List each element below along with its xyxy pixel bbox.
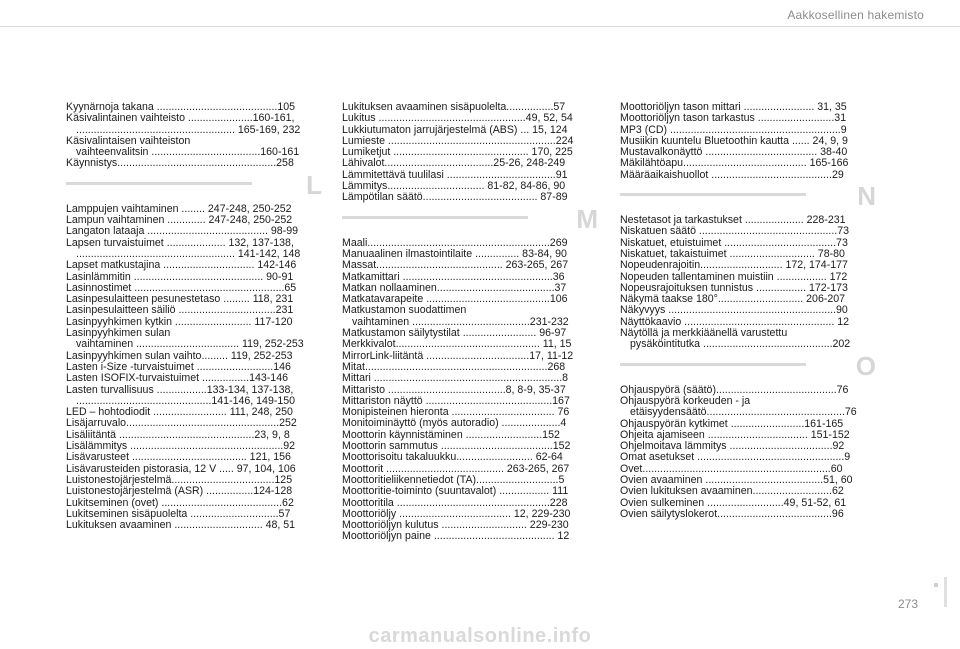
page-marker-dot xyxy=(934,583,938,587)
index-entry-line: MirrorLink-liitäntä ...................................17, 11-12 xyxy=(342,349,574,362)
index-entry-line: Näyttökaavio ................................................... 12 xyxy=(620,315,850,328)
index-entry xyxy=(66,520,322,531)
index-entry-line: Ohjauspyörä korkeuden - ja xyxy=(620,394,751,407)
index-entry xyxy=(620,396,876,419)
index-entry-line: Ohjelmoitava lämmitys ...................................92 xyxy=(620,440,845,453)
watermark: carmanualsonline.info xyxy=(368,625,592,647)
index-entry-line: Matkustamon säilytystilat ......................... 96-97 xyxy=(342,327,567,340)
section-letter-divider xyxy=(620,351,876,385)
index-entry-line: Ovet................................................................60 xyxy=(620,462,843,475)
index-entry-line: Lukitus ..................................................49, 52, 54 xyxy=(342,112,573,125)
index-entry xyxy=(342,486,598,497)
index-entry-line: Käsivalintainen vaihteisto ......................160-161, xyxy=(66,112,295,125)
index-entry-line: Lasinpesulaitteen pesunestetaso ......... 118, 231 xyxy=(66,293,294,306)
index-entry-line: Lisävarusteet ....................................... 121, 156 xyxy=(66,451,291,464)
index-entry-line: Lapsen turvaistuimet .................... 132, 137-138, xyxy=(66,236,294,249)
index-entry xyxy=(620,260,876,271)
index-entry-line: Lukitseminen (ovet) .........................................62 xyxy=(66,496,294,509)
index-entry-line: Moottoriöljyn tason mittari ........................ 31, 35 xyxy=(620,101,847,113)
index-entry xyxy=(66,385,322,408)
index-entry-line: Näkyvyys .........................................................90 xyxy=(620,304,848,317)
index-entry xyxy=(342,373,598,384)
index-entry-line: Lasten ISOFIX-turvaistuimet ................143-146 xyxy=(66,372,288,385)
index-entry xyxy=(620,509,876,520)
section-letter-divider xyxy=(342,204,598,238)
section-letter: M xyxy=(576,203,598,234)
divider-bar xyxy=(620,193,806,196)
index-entry-line: Ovien avaaminen ........................................51, 60 xyxy=(620,474,853,487)
index-entry-line: Lamppujen vaihtaminen ........ 247-248, 250-252 xyxy=(66,202,292,215)
index-entry-line: Näytöllä ja merkkiäänellä varustettu xyxy=(620,327,788,340)
index-entry-line: Lasten turvallisuus .................133-134, 137-138, xyxy=(66,383,294,396)
index-entry xyxy=(620,328,876,351)
index-entry-line: Monitoiminäyttö (myös autoradio) ....................4 xyxy=(342,417,567,430)
index-entry-line: Käsivalintaisen vaihteiston xyxy=(66,134,191,147)
index-entry-line: Luistonestojärjestelmä...................................125 xyxy=(66,473,293,486)
index-entry-line: Määräaikaishuollot .........................................29 xyxy=(620,168,844,181)
index-entry-line: vaihtaminen ................................... 119, 252-253 xyxy=(76,338,304,351)
index-entry-line: Matkatavarapeite ..........................................106 xyxy=(342,293,568,306)
divider-bar xyxy=(342,216,528,219)
index-entry-line: Lumiketjut .............................................. 170, 225 xyxy=(342,146,573,159)
index-entry-line: Moottorit ........................................ 263-265, 267 xyxy=(342,462,570,475)
index-entry-line: Lasinlämmitin ............................................ 90-91 xyxy=(66,270,294,283)
index-entry-line: Lasinnostimet ...................................................65 xyxy=(66,281,297,294)
index-entry xyxy=(342,192,598,203)
index-entry-line: Lukitseminen sisäpuolelta ..............................57 xyxy=(66,507,291,520)
index-entry-line: Massat........................................... 263-265, 267 xyxy=(342,259,569,272)
index-entry-line: Lasinpyyhkimen sulan vaihto......... 119, 252-253 xyxy=(66,349,293,362)
index-entry xyxy=(66,226,322,237)
index-entry-line: Lukkiutumaton jarrujärjestelmä (ABS) ... 15, 124 xyxy=(342,123,568,136)
index-entry-line: Ovien lukituksen avaaminen...........................62 xyxy=(620,485,844,498)
index-column-3 xyxy=(620,102,876,520)
section-letter-divider xyxy=(620,181,876,215)
index-entry xyxy=(66,486,322,497)
index-entry-line: Niskatuet, takaistuimet ............................. 78-80 xyxy=(620,247,845,260)
index-entry-line: Moottoritie-toiminto (suuntavalot) ................. 111 xyxy=(342,485,569,498)
index-entry-line: Mittari ................................................................8 xyxy=(342,372,569,385)
index-entry-line: Moottoriöljyn kulutus ............................. 229-230 xyxy=(342,519,569,532)
index-entry-line: Luistonestojärjestelmä (ASR) ................124-128 xyxy=(66,485,293,498)
index-entry-line: Lukituksen avaaminen sisäpuolelta................57 xyxy=(342,101,566,113)
index-entry-line: Ohjauspyörän kytkimet .........................161-165 xyxy=(620,417,844,430)
index-entry-line: Omat asetukset ..................................................9 xyxy=(620,451,851,464)
index-entry xyxy=(66,158,322,169)
divider-bar xyxy=(620,363,806,366)
index-entry-line: Lasinpyyhkimen kytkin .......................... 117-120 xyxy=(66,315,293,328)
index-entry-line: Moottoritila ....................................................228 xyxy=(342,496,568,509)
header-divider xyxy=(0,26,960,27)
index-entry-line: ...................................................... 165-169, 232 xyxy=(76,123,301,136)
index-entry-line: Lämpötilan säätö....................................... 87-89 xyxy=(342,191,568,204)
index-entry-line: vaihteenvalitsin .....................................160-161 xyxy=(76,146,300,159)
index-entry-line: Moottorin käynnistäminen ..........................152 xyxy=(342,428,560,441)
index-entry-line: Ovien sulkeminen ..........................49, 51-52, 61 xyxy=(620,496,847,509)
index-entry-line: Mustavalkonäyttö ...................................... 38-40 xyxy=(620,146,848,159)
index-entry-line: Langaton lataaja ......................................... 98-99 xyxy=(66,225,299,238)
index-entry-line: Moottorisoitu takaluukku.......................... 62-64 xyxy=(342,451,563,464)
index-entry-line: Lapset matkustajina ............................... 142-146 xyxy=(66,259,297,272)
index-entry-line: Moottorin sammutus ......................................152 xyxy=(342,440,571,453)
index-column-2 xyxy=(342,102,598,543)
index-entry-line: Niskatuen säätö ...............................................73 xyxy=(620,225,850,238)
index-entry-line: Nopeusrajoituksen tunnistus ................. 172-173 xyxy=(620,281,848,294)
page-marker-bar xyxy=(944,577,947,607)
index-entry xyxy=(66,260,322,271)
index-entry-line: Moottoritieliikennetiedot (TA)............................5 xyxy=(342,473,565,486)
index-entry-line: Lasinpesulaitteen säiliö .................................231 xyxy=(66,304,294,317)
index-entry-line: Maali..............................................................269 xyxy=(342,236,568,249)
index-entry-line: Musiikin kuuntelu Bluetoothin kautta ...... 24, 9, 9 xyxy=(620,134,848,147)
index-entry xyxy=(66,452,322,463)
index-entry-line: etäisyydensäätö...............................................76 xyxy=(630,406,857,419)
index-entry-line: Lukituksen avaaminen .............................. 48, 51 xyxy=(66,519,296,532)
index-entry-line: Ohjeita ajamiseen .................................. 151-152 xyxy=(620,428,850,441)
index-entry xyxy=(342,452,598,463)
index-entry-line: Lämmitettävä tuulilasi .....................................91 xyxy=(342,168,568,181)
index-entry-line: Lasten i-Size -turvaistuimet ..........................146 xyxy=(66,360,291,373)
index-entry-line: Lämmitys................................. 81-82, 84-86, 90 xyxy=(342,180,566,193)
index-entry xyxy=(342,305,598,328)
section-letter-divider xyxy=(66,170,322,204)
index-entry xyxy=(620,226,876,237)
index-entry xyxy=(342,339,598,350)
index-entry xyxy=(342,113,598,124)
index-entry-line: Käynnistys......................................................258 xyxy=(66,157,294,170)
index-entry-line: Moottoriöljyn tason tarkastus ..........................31 xyxy=(620,112,847,125)
index-entry-line: Matkustamon suodattimen xyxy=(342,304,467,317)
index-entry-line: Monipisteinen hieronta ................................... 76 xyxy=(342,406,570,419)
index-entry-line: Moottoriöljy ...................................... 12, 229-230 xyxy=(342,507,571,520)
index-entry-line: Nestetasot ja tarkastukset .................... 228-231 xyxy=(620,214,846,227)
index-entry-line: LED – hohtodiodit ......................... 111, 248, 250 xyxy=(66,406,293,419)
section-title: Aakkosellinen hakemisto xyxy=(787,8,924,22)
index-entry-line: ..............................................141-146, 149-150 xyxy=(76,394,296,407)
index-entry-line: Lisäjarruvalo....................................................252 xyxy=(66,417,297,430)
index-entry-line: Lisävarusteiden pistorasia, 12 V ..... 97, 104, 106 xyxy=(66,462,296,475)
index-entry xyxy=(620,486,876,497)
index-entry-line: Lasinpyyhkimen sulan xyxy=(66,327,171,340)
index-entry-line: Lähivalot.....................................25-26, 248-249 xyxy=(342,157,566,170)
index-entry-line: Ovien säilytyslokerot.......................................96 xyxy=(620,507,844,520)
page-number: 273 xyxy=(898,597,919,611)
index-entry-line: Lampun vaihtaminen ............. 247-248, 250-252 xyxy=(66,214,293,227)
index-entry-line: Nopeuden tallentaminen muistiin ................. 172 xyxy=(620,270,848,283)
index-entry xyxy=(342,260,598,271)
index-entry-line: Ohjauspyörä (säätö).........................................76 xyxy=(620,383,849,396)
index-entry-line: Kyynärnoja takana .........................................105 xyxy=(66,101,296,113)
index-entry-line: MP3 (CD) ..........................................................9 xyxy=(620,123,847,136)
index-entry xyxy=(620,113,876,124)
index-entry-line: ...................................................... 141-142, 148 xyxy=(76,247,301,260)
divider-bar xyxy=(66,182,252,185)
index-entry xyxy=(342,531,598,542)
index-entry-line: Lisäliitäntä ..............................................23, 9, 8 xyxy=(66,428,290,441)
index-entry xyxy=(66,328,322,351)
index-entry-line: Moottoriöljyn paine ......................................... 12 xyxy=(342,530,570,543)
section-letter: O xyxy=(855,350,876,381)
index-entry-line: Nopeudenrajoitin............................ 172, 174-177 xyxy=(620,259,848,272)
index-entry xyxy=(66,238,322,261)
index-entry-line: vaihtaminen ........................................231-232 xyxy=(352,315,569,328)
index-entry-line: Merkkivalot................................................. 11, 15 xyxy=(342,338,572,351)
index-entry xyxy=(620,170,876,181)
index-column-1 xyxy=(66,102,322,531)
index-entry-line: Matkamittari ...................................................36 xyxy=(342,270,565,283)
index-entry-line: pysäköintitutka ............................................202 xyxy=(630,338,851,351)
index-entry-line: Manuaalinen ilmastointilaite ............... 83-84, 90 xyxy=(342,247,567,260)
index-entry-line: Mäkilähtöapu.......................................... 165-166 xyxy=(620,157,849,170)
section-letter: L xyxy=(306,169,322,200)
index-entry-line: Niskatuet, etuistuimet ......................................73 xyxy=(620,236,848,249)
section-letter: N xyxy=(857,181,876,212)
index-entry xyxy=(66,113,322,136)
index-entry-line: Mitat..............................................................268 xyxy=(342,360,566,373)
index-entry-line: Mittaristo ........................................8, 8-9, 35-37 xyxy=(342,383,566,396)
index-entry xyxy=(66,136,322,159)
index-entry-line: Lisälämmitys ....................................................92 xyxy=(66,440,295,453)
index-entry-line: Näkymä taakse 180°............................. 206-207 xyxy=(620,293,846,306)
index-entry xyxy=(66,373,322,384)
index-entry-line: Matkan nollaaminen........................................37 xyxy=(342,281,567,294)
index-entry-line: Lumieste .........................................................224 xyxy=(342,134,574,147)
index-entry-line: Mittariston näyttö ...........................................167 xyxy=(342,394,570,407)
